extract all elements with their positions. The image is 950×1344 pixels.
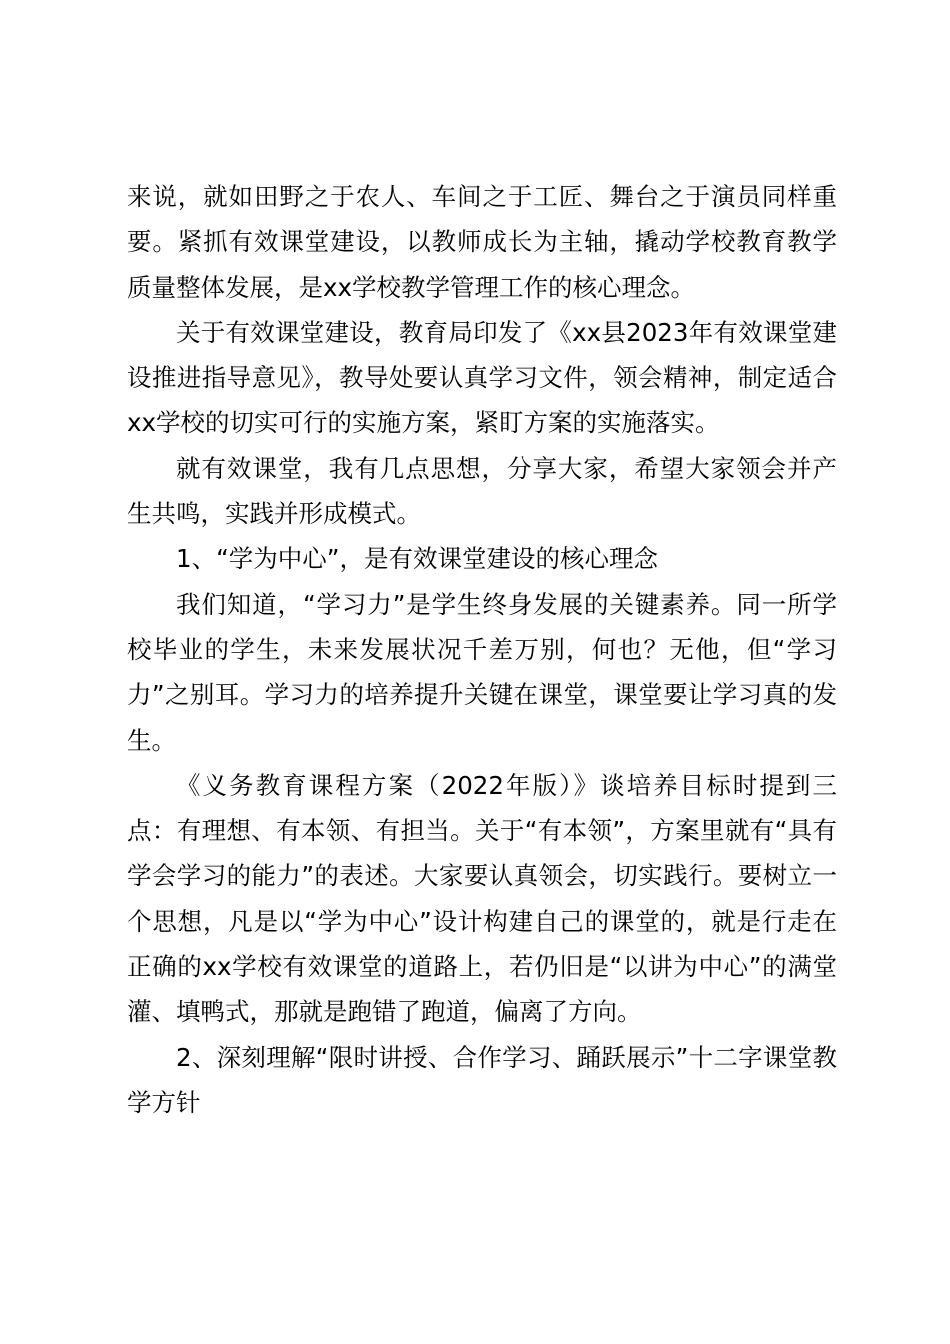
section-heading-1: 1、“学为中心”，是有效课堂建设的核心理念 xyxy=(176,544,658,574)
paragraph-2: 关于有效课堂建设，教育局印发了《xx县2023年有效课堂建设推进指导意见》，教导处要认真学习文件，领会精神，制定适合xx学校的切实可行的实施方案，紧盯方案的实施落实。 xyxy=(127,317,837,438)
section-heading-2: 2、深刻理解“限时讲授、合作学习、踊跃展示”十二字课堂教学方针 xyxy=(127,1042,837,1117)
paragraph-4: 我们知道，“学习力”是学生终身发展的关键素养。同一所学校毕业的学生，未来发展状况千差万别，何也？无他，但“学习力”之别耳。学习力的培养提升关键在课堂，课堂要让学习真的发生。 xyxy=(127,589,837,755)
paragraph-3: 就有效课堂，我有几点思想，分享大家，希望大家领会并产生共鸣，实践并形成模式。 xyxy=(127,453,837,529)
paragraph-5: 《义务教育课程方案（2022年版）》谈培养目标时提到三点：有理想、有本领、有担当。关于“有本领”，方案里就有“具有学会学习的能力”的表述。大家要认真领会，切实践行。要树立一个思想，凡是以“学为中心”设计构建自己的课堂的，就是行走在正确的xx学校有效课堂的道路上，若仍旧是“以讲为中心”的满堂灌、填鸭式，那就是跑错了跑道，偏离了方向。 xyxy=(127,770,837,1027)
document-body xyxy=(127,174,837,1125)
paragraph-1: 来说，就如田野之于农人、车间之于工匠、舞台之于演员同样重要。紧抓有效课堂建设，以教师成长为主轴，撬动学校教育教学质量整体发展，是xx学校教学管理工作的核心理念。 xyxy=(127,182,837,302)
